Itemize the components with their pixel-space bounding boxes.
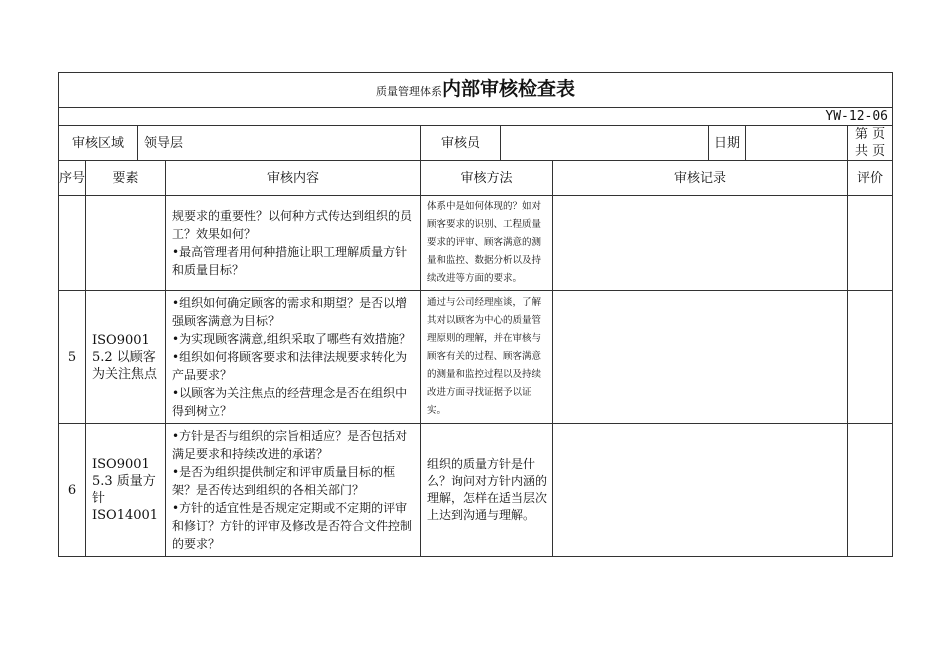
element-line: 5.2 以顾客为关注焦点 [92,349,158,382]
row-eval-field[interactable] [848,196,893,291]
col-header-content: 审核内容 [166,161,421,196]
auditor-value-field[interactable] [501,126,709,161]
title-prefix: 质量管理体系 [376,84,442,98]
row-element [86,291,166,424]
row-record-field[interactable] [553,196,848,291]
col-header-record: 审核记录 [553,161,848,196]
table-row [59,291,893,424]
row-method: 体系中是如何体现的？如对顾客要求的识别、工程质量要求的评审、顾客满意的测量和监控、数据分析以及持续改进等方面的要求。 [421,196,553,291]
col-header-element: 要素 [86,161,166,196]
row-content [166,291,421,424]
page-count [848,126,893,161]
content-item: • 组织如何将顾客要求和法律法规要求转化为产品要求？ [172,348,415,384]
table-row [59,424,893,557]
date-label: 日期 [709,126,746,161]
content-item: • 方针的适宜性是否规定定期或不定期的评审和修订？方针的评审及修改是否符合文件控制的要求？ [172,499,415,553]
content-item: • 最高管理者用何种措施让职工理解质量方针和质量目标？ [172,243,415,279]
doc-code: YW-12-06 [59,108,893,126]
content-item: • 组织如何确定顾客的需求和期望？是否以增强顾客满意为目标？ [172,294,415,330]
content-item: • 以顾客为关注焦点的经营理念是否在组织中得到树立？ [172,384,415,420]
element-line: ISO9001 [92,457,150,472]
element-line: ISO9001 [92,332,150,348]
content-item: 规要求的重要性？以何种方式传达到组织的员工？效果如何？ [172,209,413,241]
element-line: ISO14001 [92,508,159,523]
auditor-label: 审核员 [421,126,501,161]
page-number-label: 第 页 [854,127,886,142]
page-title: 内部审核检查表 [442,77,576,100]
row-record-field[interactable] [553,424,848,557]
col-header-method: 审核方法 [421,161,553,196]
title-cell [59,73,893,108]
page-total-label: 共 页 [854,144,886,159]
row-method: 组织的质量方针是什么？询问对方针内涵的理解，怎样在适当层次上达到沟通与理解。 [421,424,553,557]
content-item: • 方针是否与组织的宗旨相适应？是否包括对满足要求和持续改进的承诺？ [172,427,415,463]
row-content [166,424,421,557]
area-label: 审核区域 [59,126,138,161]
table-row [59,196,893,291]
col-header-seq: 序号 [59,161,86,196]
row-seq [59,196,86,291]
row-content [166,196,421,291]
row-record-field[interactable] [553,291,848,424]
col-header-eval: 评价 [848,161,893,196]
content-item: • 为实现顾客满意,组织采取了哪些有效措施？ [172,330,415,348]
row-element [86,196,166,291]
row-method: 通过与公司经理座谈，了解其对以顾客为中心的质量管理原则的理解，并在审核与顾客有关的过程、顾客满意的测量和监控过程以及持续改进方面寻找证据予以证实。 [421,291,553,424]
date-value-field[interactable] [746,126,848,161]
content-item: • 是否为组织提供制定和评审质量目标的框架？是否传达到组织的各相关部门？ [172,463,415,499]
audit-checklist-table [58,72,893,557]
row-seq: 5 [59,291,86,424]
row-seq: 6 [59,424,86,557]
area-value: 领导层 [138,126,421,161]
row-element [86,424,166,557]
element-line: 5.3 质量方针 [92,474,156,506]
row-eval-field[interactable] [848,291,893,424]
row-eval-field[interactable] [848,424,893,557]
